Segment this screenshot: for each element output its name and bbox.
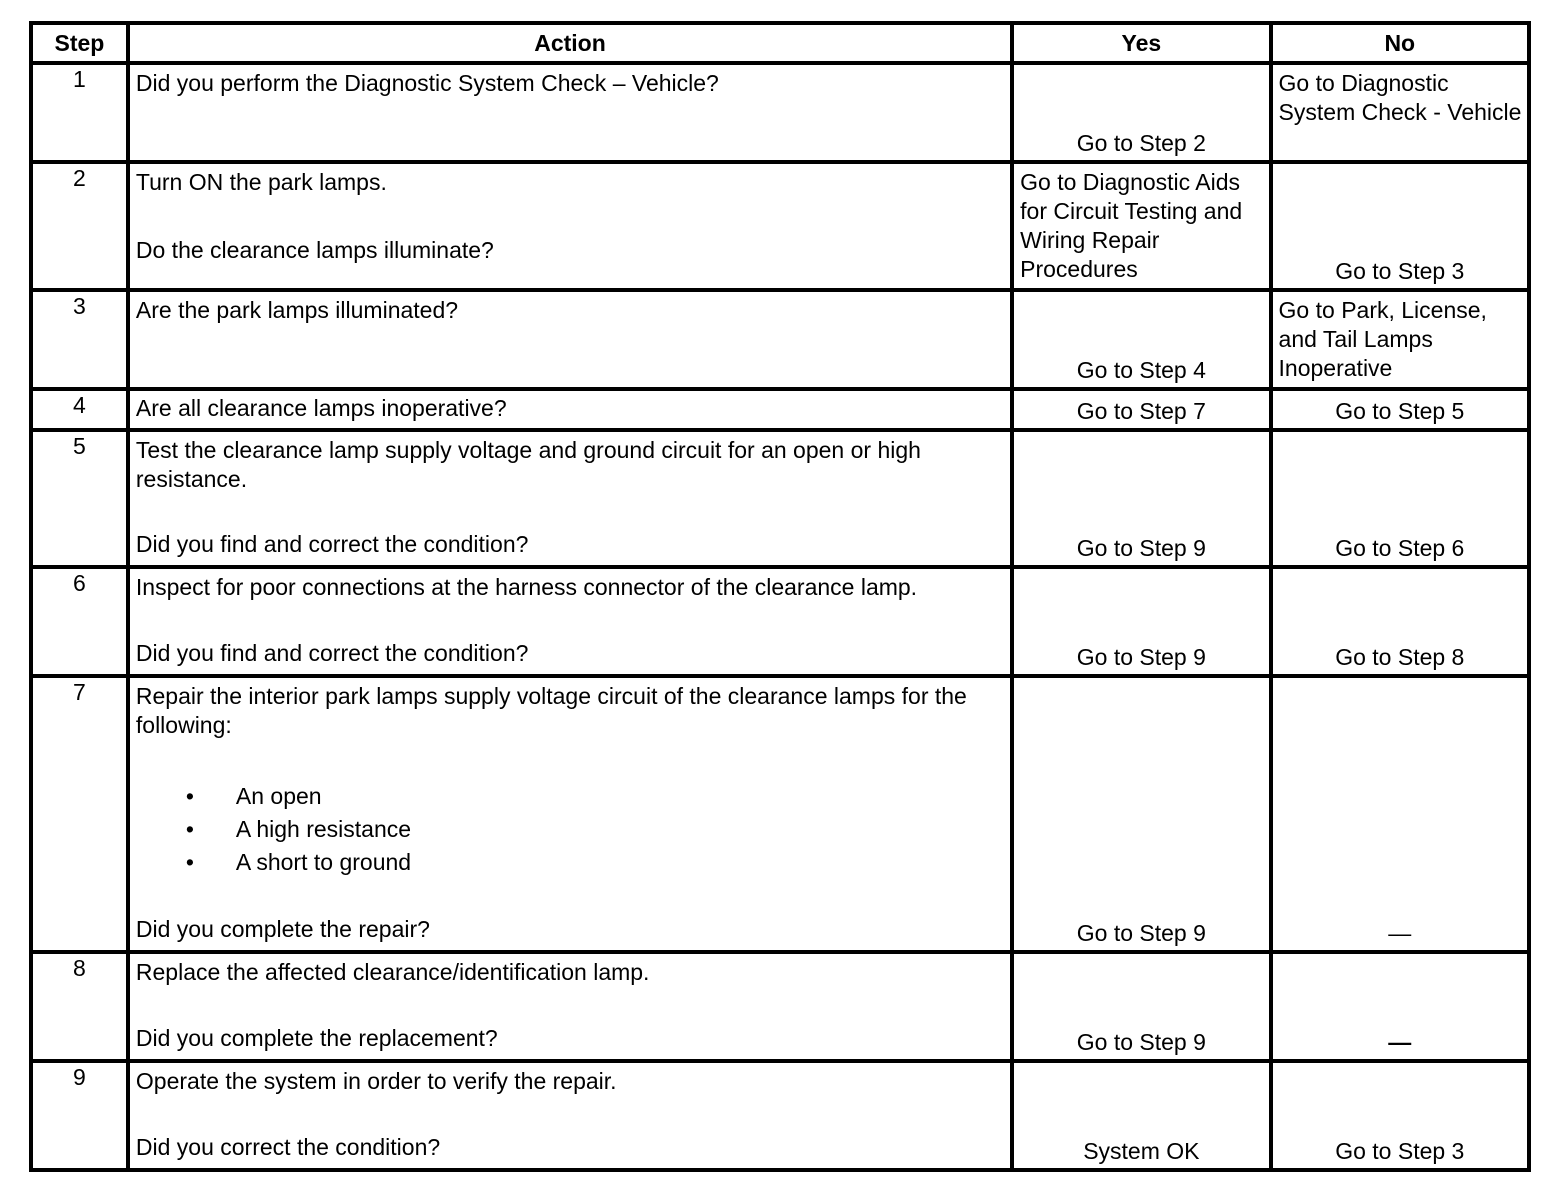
no-result: Go to Diagnostic System Check - Vehicle xyxy=(1278,70,1522,125)
yes-result: Go to Step 9 xyxy=(1076,1029,1206,1055)
step-number: 8 xyxy=(31,952,128,1061)
header-step: Step xyxy=(31,23,128,63)
yes-cell xyxy=(1012,430,1270,567)
step-number: 9 xyxy=(31,1061,128,1170)
step-number: 5 xyxy=(31,430,128,567)
action-text: Replace the affected clearance/identification lamp. xyxy=(135,959,650,985)
yes-cell xyxy=(1012,1061,1270,1170)
table-row xyxy=(31,63,1529,162)
action-cell xyxy=(128,162,1012,290)
step-number: 7 xyxy=(31,676,128,952)
list-item: • A high resistance xyxy=(186,813,1004,846)
no-cell xyxy=(1271,63,1529,162)
table-row xyxy=(31,389,1529,430)
action-text: Inspect for poor connections at the harness connector of the clearance lamp. xyxy=(135,574,918,600)
header-row xyxy=(31,23,1529,63)
yes-result: Go to Step 9 xyxy=(1076,644,1206,670)
no-cell xyxy=(1271,389,1529,430)
yes-result: Go to Diagnostic Aids for Circuit Testing and Wiring Repair Procedures xyxy=(1020,169,1243,282)
no-result: Go to Step 8 xyxy=(1335,644,1465,670)
action-question: Did you complete the repair? xyxy=(135,916,430,942)
no-cell xyxy=(1271,567,1529,676)
yes-result: System OK xyxy=(1083,1138,1200,1164)
no-cell xyxy=(1271,162,1529,290)
no-cell xyxy=(1271,676,1529,952)
action-cell xyxy=(128,63,1012,162)
action-cell xyxy=(128,430,1012,567)
yes-result: Go to Step 9 xyxy=(1076,535,1206,561)
no-cell xyxy=(1271,1061,1529,1170)
action-text: Are all clearance lamps inoperative? xyxy=(135,395,507,421)
action-text: Turn ON the park lamps. xyxy=(135,169,387,195)
yes-result: Go to Step 4 xyxy=(1076,357,1206,383)
action-text: Repair the interior park lamps supply voltage circuit of the clearance lamps for the following: xyxy=(135,683,967,738)
bullet-icon: • xyxy=(185,816,194,842)
table-row xyxy=(31,567,1529,676)
header-yes: Yes xyxy=(1012,23,1270,63)
table-row xyxy=(31,162,1529,290)
step-number: 3 xyxy=(31,290,128,389)
yes-result: Go to Step 9 xyxy=(1076,920,1206,946)
table-row xyxy=(31,430,1529,567)
no-result: Go to Park, License, and Tail Lamps Inoperative xyxy=(1278,297,1487,381)
diagnostic-table xyxy=(29,21,1531,1172)
step-number: 2 xyxy=(31,162,128,290)
action-cell xyxy=(128,952,1012,1061)
action-question: Did you find and correct the condition? xyxy=(135,640,529,666)
no-result: Go to Step 3 xyxy=(1335,1138,1465,1164)
yes-cell xyxy=(1012,952,1270,1061)
yes-result: Go to Step 2 xyxy=(1076,130,1206,156)
table-row xyxy=(31,1061,1529,1170)
no-result-dash: — xyxy=(1388,920,1412,946)
yes-cell xyxy=(1012,567,1270,676)
list-item: • An open xyxy=(186,780,1004,813)
yes-cell xyxy=(1012,63,1270,162)
yes-cell xyxy=(1012,389,1270,430)
action-text: Test the clearance lamp supply voltage and ground circuit for an open or high resistance. xyxy=(135,437,921,492)
bullet-icon: • xyxy=(185,849,194,875)
table-row xyxy=(31,676,1529,952)
no-cell xyxy=(1271,290,1529,389)
action-cell xyxy=(128,290,1012,389)
step-number: 1 xyxy=(31,63,128,162)
header-no: No xyxy=(1271,23,1529,63)
action-text: Are the park lamps illuminated? xyxy=(135,297,459,323)
step-number: 4 xyxy=(31,389,128,430)
yes-cell xyxy=(1012,162,1270,290)
action-question: Do the clearance lamps illuminate? xyxy=(135,237,494,263)
no-result: Go to Step 5 xyxy=(1335,398,1465,424)
bullet-list xyxy=(136,780,1004,879)
action-text: Did you perform the Diagnostic System Check – Vehicle? xyxy=(135,70,719,96)
no-result-dash: — xyxy=(1388,1029,1412,1055)
yes-cell xyxy=(1012,676,1270,952)
no-result: Go to Step 3 xyxy=(1335,258,1465,284)
action-cell xyxy=(128,676,1012,952)
yes-result: Go to Step 7 xyxy=(1076,398,1206,424)
table-row xyxy=(31,290,1529,389)
action-question: Did you complete the replacement? xyxy=(135,1025,498,1051)
action-cell xyxy=(128,567,1012,676)
action-text: Operate the system in order to verify the repair. xyxy=(135,1068,617,1094)
list-item: • A short to ground xyxy=(186,846,1004,879)
action-cell xyxy=(128,389,1012,430)
bullet-icon: • xyxy=(185,783,194,809)
action-cell xyxy=(128,1061,1012,1170)
table-row xyxy=(31,952,1529,1061)
no-cell xyxy=(1271,430,1529,567)
action-question: Did you correct the condition? xyxy=(135,1134,441,1160)
step-number: 6 xyxy=(31,567,128,676)
no-cell xyxy=(1271,952,1529,1061)
action-question: Did you find and correct the condition? xyxy=(135,531,529,557)
no-result: Go to Step 6 xyxy=(1335,535,1465,561)
header-action: Action xyxy=(128,23,1012,63)
yes-cell xyxy=(1012,290,1270,389)
